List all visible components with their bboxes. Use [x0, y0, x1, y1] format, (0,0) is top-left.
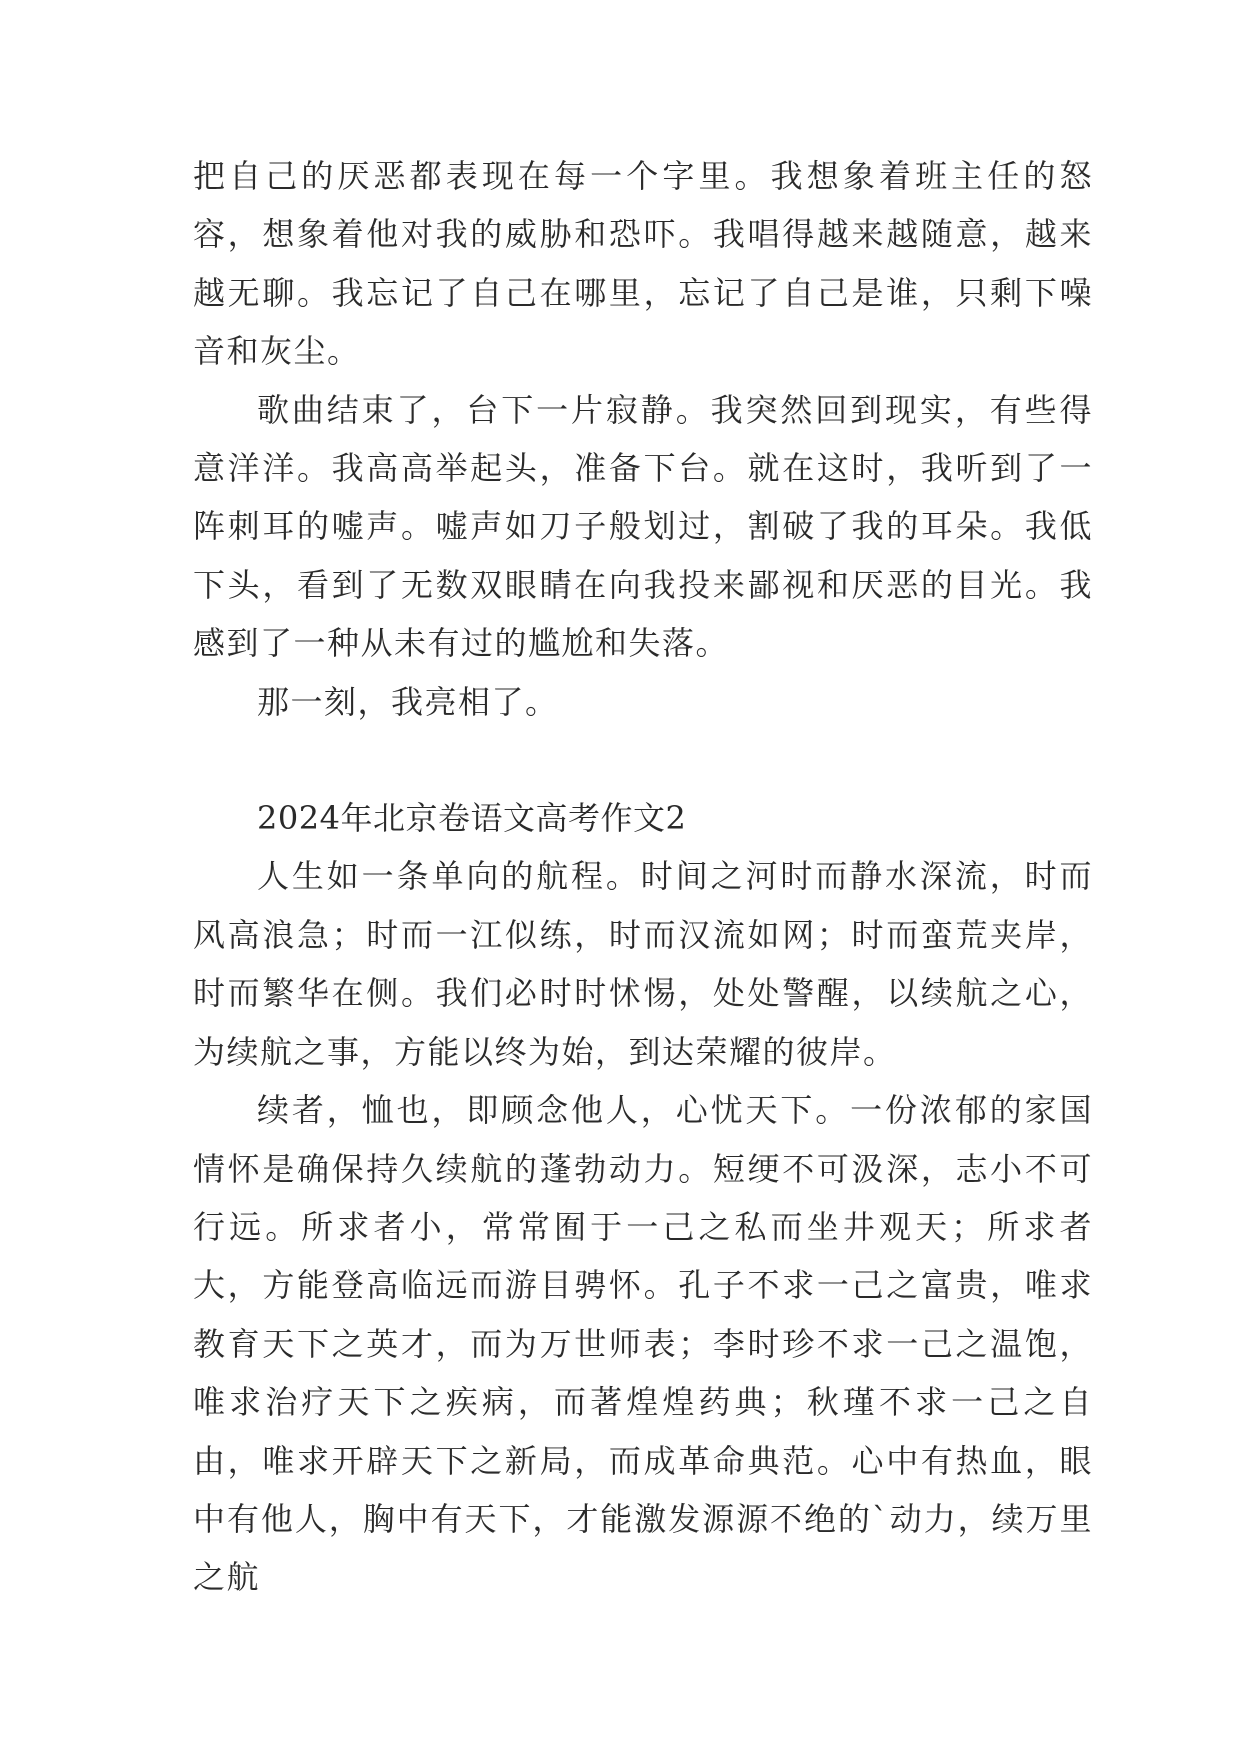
paragraph: 歌曲结束了，台下一片寂静。我突然回到现实，有些得意洋洋。我高高举起头，准备下台。就在这时，我听到了一阵刺耳的嘘声。嘘声如刀子般划过，割破了我的耳朵。我低下头，看到了无数双眼睛在向我投来鄙视和厌恶的目光。我感到了一种从未有过的尴尬和失落。 — [193, 390, 1093, 663]
section-gap — [193, 731, 1093, 789]
paragraph: 那一刻，我亮相了。 — [257, 682, 559, 721]
paragraph: 人生如一条单向的航程。时间之河时而静水深流，时而风高浪急；时而一江似练，时而汉流如网；时而蛮荒夹岸，时而繁华在侧。我们必时时怵惕，处处警醒，以续航之心，为续航之事，方能以终为始，到达荣耀的彼岸。 — [193, 857, 1093, 1071]
essay-title: 2024年北京卷语文高考作文2 — [257, 799, 687, 838]
document-body — [193, 147, 1093, 1607]
paragraph: 续者，恤也，即顾念他人，心忧天下。一份浓郁的家国情怀是确保持久续航的蓬勃动力。短绠不可汲深，志小不可行远。所求者小，常常囿于一己之私而坐井观天；所求者大，方能登高临远而游目骋怀。孔子不求一己之富贵，唯求教育天下之英才，而为万世师表；李时珍不求一己之温饱，唯求治疗天下之疾病，而著煌煌药典；秋瑾不求一己之自由，唯求开辟天下之新局，而成革命典范。心中有热血，眼中有他人，胸中有天下，才能激发源源不绝的`动力，续万里之航 — [193, 1091, 1093, 1597]
paragraph-continued: 把自己的厌恶都表现在每一个字里。我想象着班主任的怒容，想象着他对我的威胁和恐吓。我唱得越来越随意，越来越无聊。我忘记了自己在哪里，忘记了自己是谁，只剩下噪音和灰尘。 — [193, 157, 1093, 371]
